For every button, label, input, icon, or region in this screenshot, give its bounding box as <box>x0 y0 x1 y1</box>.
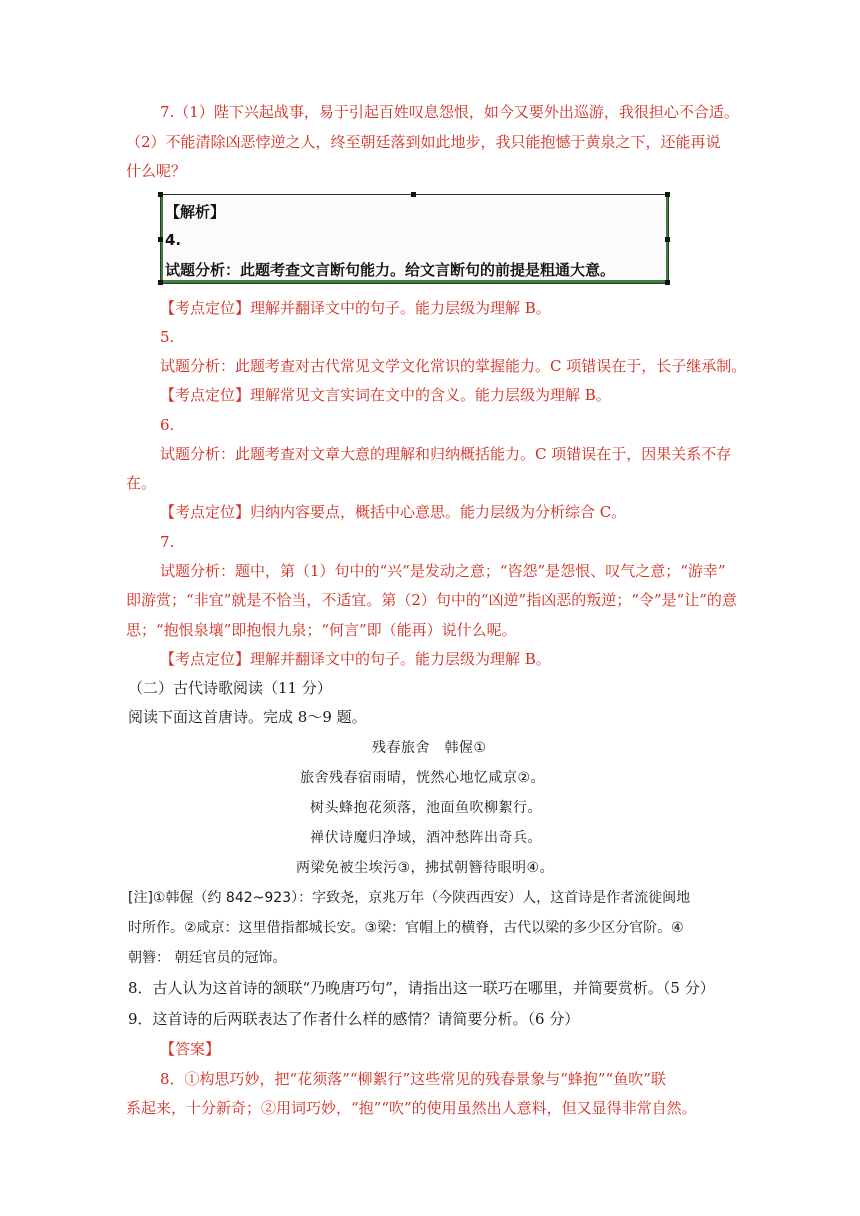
resize-handle-tl[interactable] <box>158 192 163 197</box>
analysis-image <box>160 194 669 284</box>
poem-line-4: 两梁免被尘埃污③，拂拭朝簪待眼明④。 <box>296 860 555 876</box>
resize-handle-bl[interactable] <box>158 280 163 285</box>
poem-title: 残春旅舍 韩偓① <box>372 740 487 756</box>
image-border-bottom <box>161 280 668 283</box>
analysis-5: 试题分析：此题考查对古代常见文学文化常识的掌握能力。C 项错误在于，长子继承制。 <box>160 357 747 375</box>
analysis-6-line-2: 在。 <box>126 474 157 492</box>
resize-handle-br[interactable] <box>665 280 670 285</box>
answer-8-line-2: 系起来，十分新奇；②用词巧妙，“抱”“吹”的使用虽然出人意料，但又显得非常自然。 <box>126 1099 697 1117</box>
resize-handle-tr[interactable] <box>665 192 670 197</box>
section-title: （二）古代诗歌阅读（11 分） <box>128 679 332 697</box>
poem-line-3: 禅伏诗魔归净域，酒冲愁阵出奇兵。 <box>310 830 542 846</box>
resize-handle-tm[interactable] <box>411 192 416 197</box>
q7-answer-line-1: 7.（1）陛下兴起战事，易于引起百姓叹息怨恨，如今又要外出巡游，我很担心不合适。 <box>160 103 739 121</box>
kaodian-6: 【考点定位】归纳内容要点，概括中心意思。能力层级为分析综合 C。 <box>160 503 627 521</box>
image-analysis-text: 试题分析：此题考查文言断句能力。给文言断句的前提是粗通大意。 <box>165 261 616 279</box>
analysis-6-line-1: 试题分析：此题考查对文章大意的理解和归纳概括能力。C 项错误在于，因果关系不存 <box>160 445 732 463</box>
image-question-number: 4. <box>165 231 182 249</box>
analysis-7-line-1: 试题分析：题中，第（1）句中的“兴”是发动之意；“咨怨”是怨恨、叹气之意；“游幸” <box>160 562 726 580</box>
kaodian-7: 【考点定位】理解并翻译文中的句子。能力层级为理解 B。 <box>160 650 551 668</box>
note-line-1: [注]①韩偓（约 842~923）：字致尧，京兆万年（今陕西西安）人，这首诗是作者流徙闽地 <box>128 890 691 906</box>
section-instruction: 阅读下面这首唐诗。完成 8～9 题。 <box>128 708 367 726</box>
kaodian-5: 【考点定位】理解常见文言实词在文中的含义。能力层级为理解 B。 <box>160 386 611 404</box>
note-line-3: 朝簪： 朝廷官员的冠饰。 <box>128 950 287 966</box>
answer-8-line-1: 8．①构思巧妙，把“花须落”“柳絮行”这些常见的残春景象与“蜂抱”“鱼吹”联 <box>160 1070 666 1088</box>
question-8: 8．古人认为这首诗的颔联“乃晚唐巧句”，请指出这一联巧在哪里，并简要赏析。（5 分） <box>128 979 715 997</box>
poem-line-2: 树头蜂抱花须落，池面鱼吹柳絮行。 <box>310 800 542 816</box>
poem-line-1: 旅舍残春宿雨晴，恍然心地忆咸京②。 <box>300 770 546 786</box>
q7-answer-line-3: 什么呢？ <box>126 162 187 180</box>
analysis-7-line-3: 思；“抱恨泉壤”即抱恨九泉；“何言”即（能再）说什么呢。 <box>126 621 517 639</box>
kaodian-4: 【考点定位】理解并翻译文中的句子。能力层级为理解 B。 <box>160 299 551 317</box>
resize-handle-mr[interactable] <box>665 237 670 242</box>
q7-answer-line-2: （2）不能清除凶恶悖逆之人，终至朝廷落到如此地步，我只能抱憾于黄泉之下，还能再说 <box>126 133 721 151</box>
resize-handle-ml[interactable] <box>158 237 163 242</box>
number-7: 7. <box>160 533 175 551</box>
answer-label: 【答案】 <box>160 1040 221 1058</box>
number-5: 5. <box>160 328 175 346</box>
image-analysis-heading: 【解析】 <box>165 203 226 221</box>
note-line-2: 时所作。②咸京：这里借指都城长安。③梁：官帽上的横脊，古代以梁的多少区分官阶。④ <box>128 920 684 936</box>
number-6: 6. <box>160 416 175 434</box>
analysis-7-line-2: 即游赏；“非宜”就是不恰当，不适宜。第（2）句中的“凶逆”指凶恶的叛逆；“令”是“让”的意 <box>126 591 737 609</box>
question-9: 9．这首诗的后两联表达了作者什么样的感情？请简要分析。（6 分） <box>128 1010 580 1028</box>
